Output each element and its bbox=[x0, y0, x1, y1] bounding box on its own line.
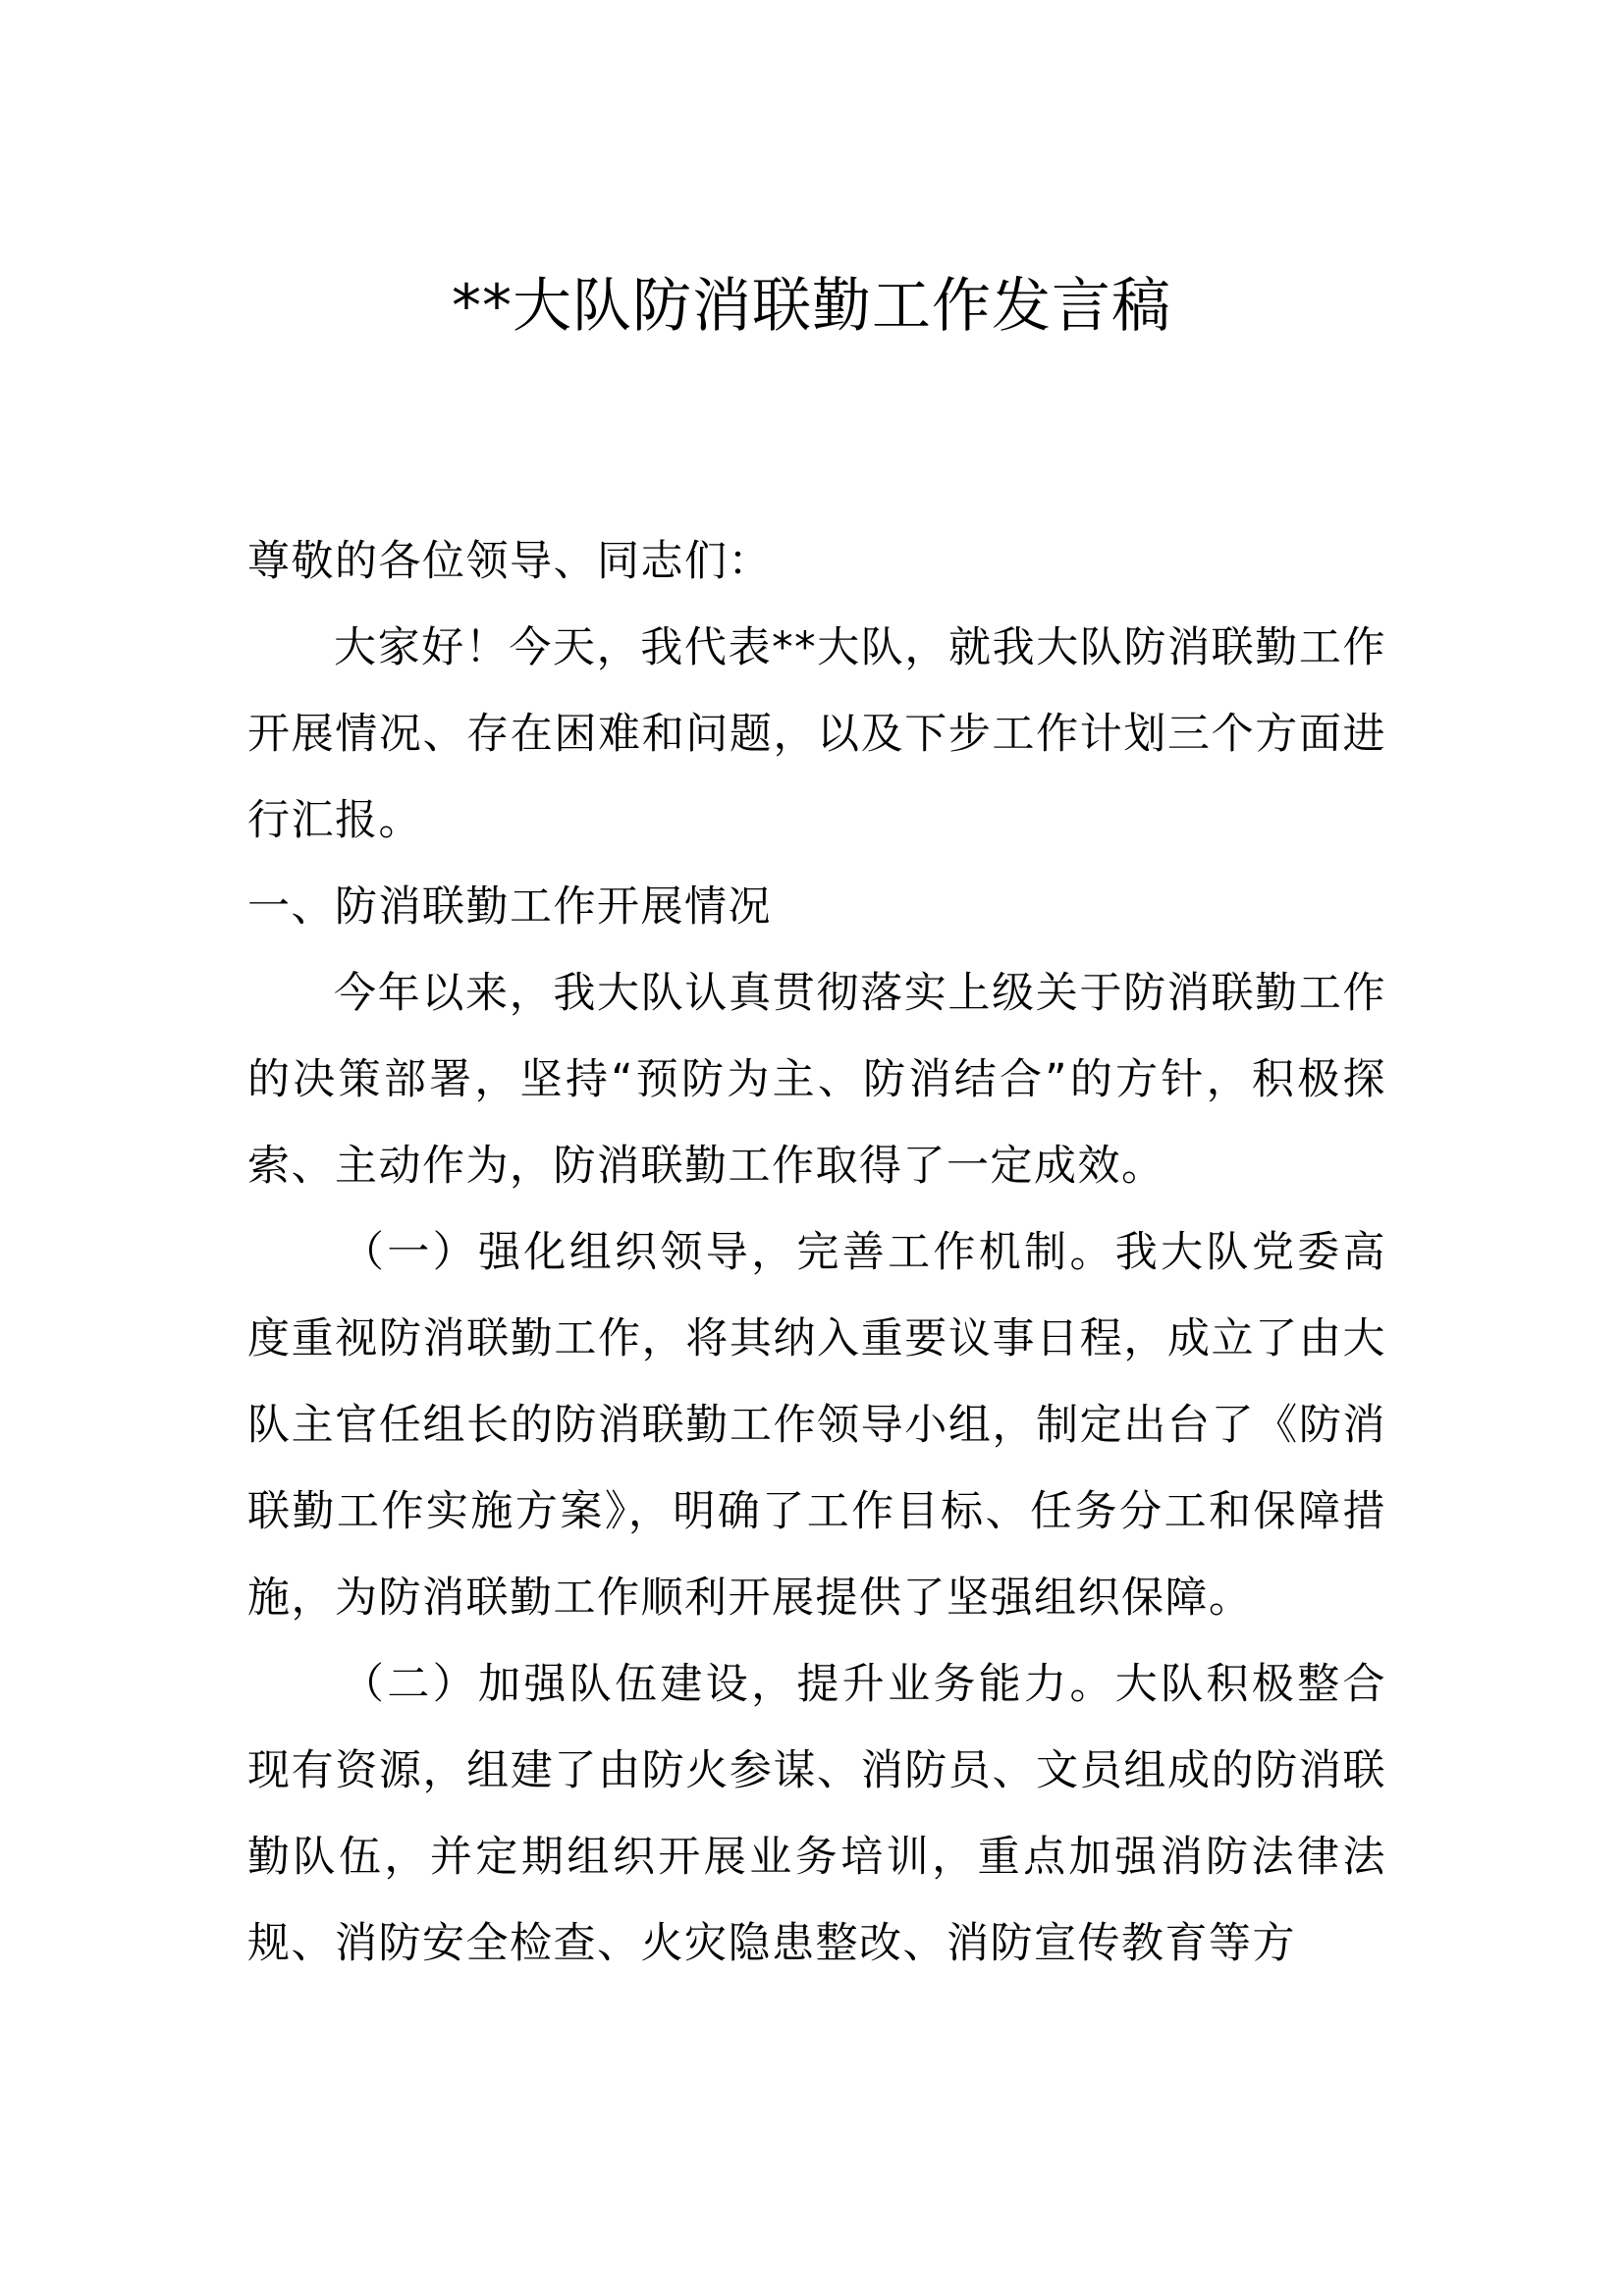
salutation: 尊敬的各位领导、同志们： bbox=[247, 537, 772, 586]
item-1-paragraph: （一）强化组织领导，完善工作机制。我大队党委高度重视防消联勤工作，将其纳入重要议事日程，成立了由大队主官任组长的防消联勤工作领导小组，制定出台了《防消联勤工作实施方案》，明确了工作目标、任务分工和保障措施，为防消联勤工作顺利开展提供了坚强组织保障。 bbox=[247, 1228, 1386, 1623]
section-1-heading: 一、防消联勤工作开展情况 bbox=[247, 882, 772, 932]
opening-paragraph: 大家好！今天，我代表**大队，就我大队防消联勤工作开展情况、存在困难和问题，以及下步工作计划三个方面进行汇报。 bbox=[247, 623, 1386, 845]
item-2-paragraph: （二）加强队伍建设，提升业务能力。大队积极整合现有资源，组建了由防火参谋、消防员、文员组成的防消联勤队伍，并定期组织开展业务培训，重点加强消防法律法规、消防安全检查、火灾隐患整改、消防宣传教育等方 bbox=[247, 1660, 1386, 1968]
document-body bbox=[247, 518, 1386, 1987]
section-1-intro-paragraph: 今年以来，我大队认真贯彻落实上级关于防消联勤工作的决策部署，坚持“预防为主、防消结合”的方针，积极探索、主动作为，防消联勤工作取得了一定成效。 bbox=[247, 969, 1386, 1191]
document-title: **大队防消联勤工作发言稿 bbox=[452, 272, 1171, 341]
